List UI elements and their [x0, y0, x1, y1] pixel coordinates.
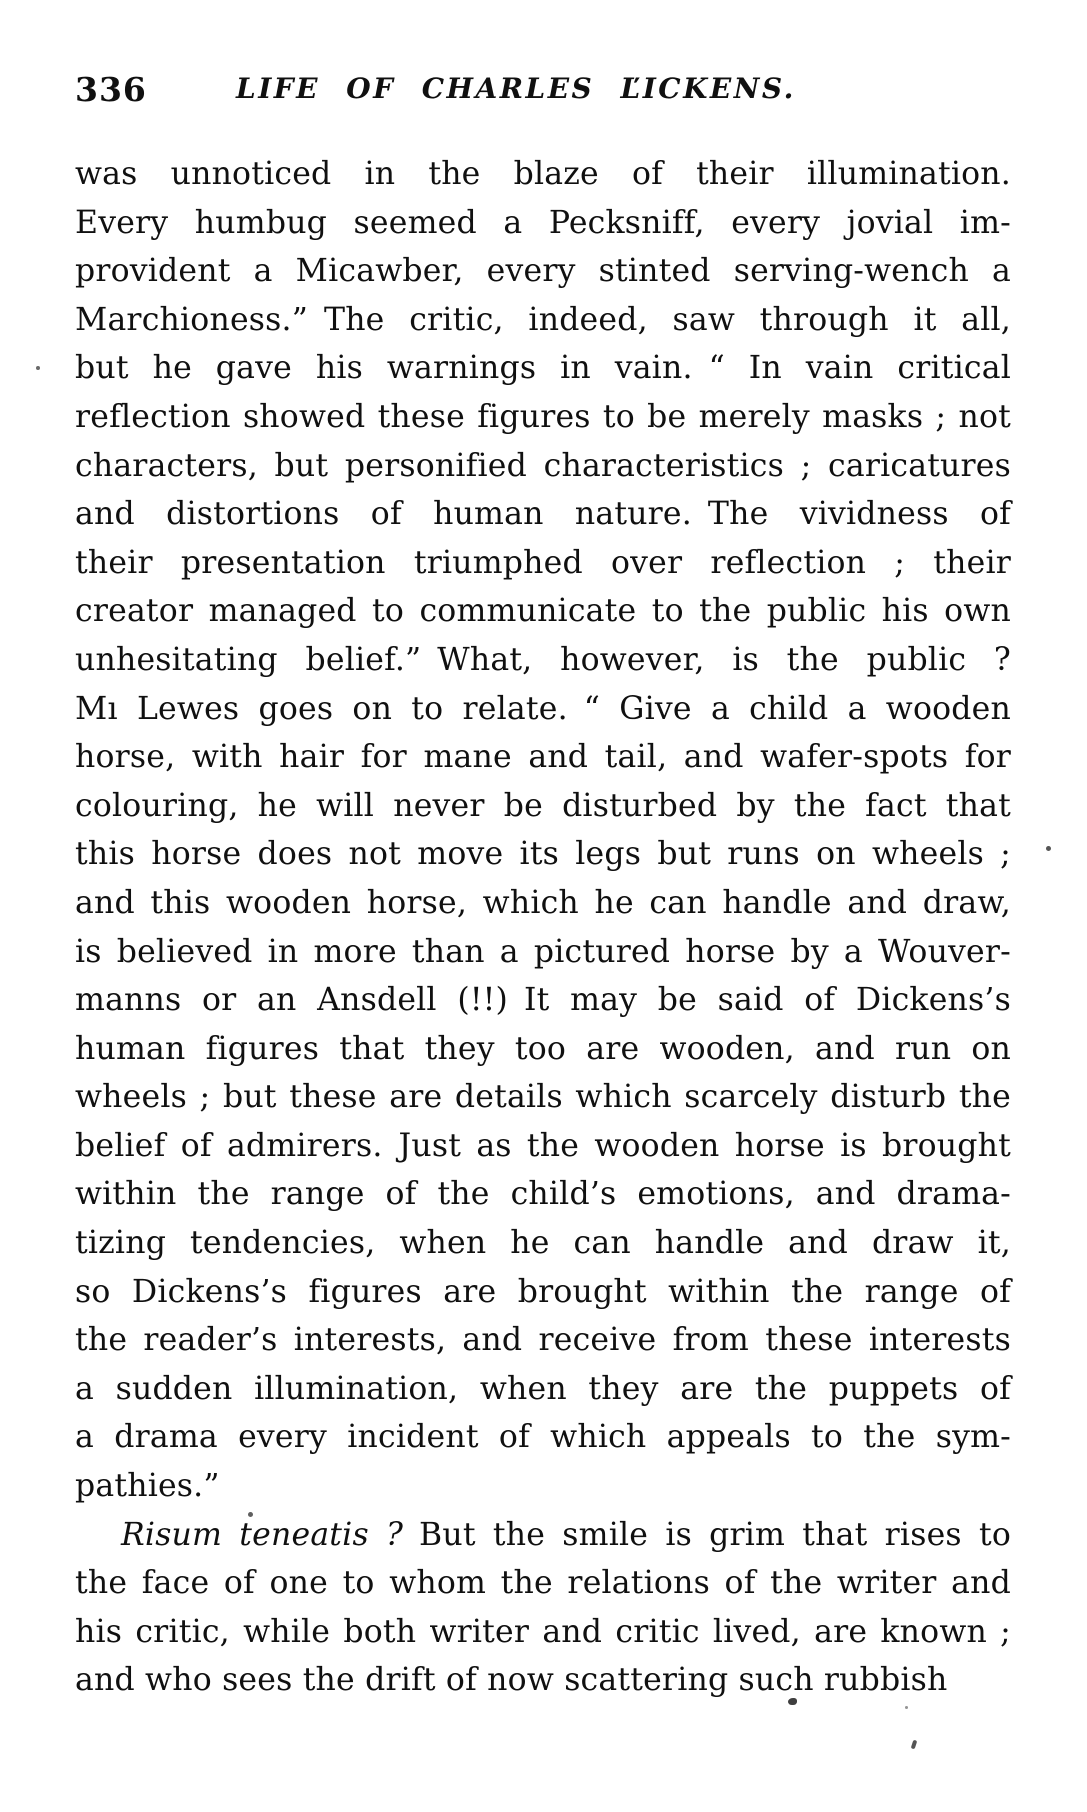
text-segment: tizing tendencies, when he can handle and draw it,: [75, 1225, 1011, 1262]
text-line: [75, 442, 1011, 491]
text-segment: a sudden illumination, when they are the puppets of: [75, 1370, 1011, 1407]
text-segment: horse, with hair for mane and tail, and wafer-spots for: [75, 739, 1011, 776]
text-segment: his critic, while both writer and critic lived, are known ;: [75, 1613, 1011, 1650]
text-line: [75, 879, 1011, 928]
latin-phrase: Risum teneatis ?: [121, 1516, 404, 1553]
text-segment: and this wooden horse, which he can handle and draw,: [75, 884, 1011, 921]
text-line: [75, 1073, 1011, 1122]
text-line: [75, 782, 1011, 831]
scan-speck: [36, 366, 40, 370]
text-segment: a drama every incident of which appeals to the sym-: [75, 1419, 1011, 1456]
text-segment: belief of admirers. Just as the wooden horse is brought: [75, 1127, 1011, 1164]
text-line: [75, 1511, 1011, 1560]
text-line: [75, 928, 1011, 977]
text-line: [75, 1268, 1011, 1317]
text-segment: their presentation triumphed over reflection ; their: [75, 544, 1011, 581]
text-line: [75, 150, 1011, 199]
page-body-text: [75, 150, 1011, 1705]
text-line: [75, 1025, 1011, 1074]
text-line: [75, 587, 1011, 636]
page-number: 336: [75, 70, 147, 109]
text-segment: colouring, he will never be disturbed by the fact that: [75, 787, 1011, 824]
text-segment: pathies.”: [75, 1468, 220, 1505]
scan-speck: [788, 1698, 797, 1705]
text-line: [75, 636, 1011, 685]
text-segment: Mı Lewes goes on to relate. “ Give a child a wooden: [75, 690, 1011, 727]
text-line: [75, 1656, 1011, 1705]
text-line: [75, 733, 1011, 782]
text-line: [75, 344, 1011, 393]
text-segment: creator managed to communicate to the public his own: [75, 593, 1011, 630]
text-segment: wheels ; but these are details which scarcely disturb the: [75, 1079, 1011, 1116]
text-line: [75, 1316, 1011, 1365]
text-segment: the reader’s interests, and receive from these interests: [75, 1322, 1011, 1359]
text-line: [75, 1608, 1011, 1657]
scan-speck: [905, 1706, 908, 1709]
text-line: [75, 393, 1011, 442]
scan-speck: [1046, 846, 1051, 851]
text-line: [75, 199, 1011, 248]
text-segment: reflection showed these figures to be merely masks ; not: [75, 398, 1011, 435]
text-line: [75, 685, 1011, 734]
text-segment: unhesitating belief.” What, however, is the public ?: [75, 641, 1011, 678]
text-line: [75, 247, 1011, 296]
text-line: [75, 1219, 1011, 1268]
running-title: LIFE OF CHARLES ĽICKENS.: [236, 72, 796, 105]
text-segment: characters, but personified characteristics ; caricatures: [75, 447, 1011, 484]
text-segment: provident a Micawber, every stinted serving-wench a: [75, 253, 1011, 290]
text-line: [75, 1559, 1011, 1608]
text-segment: manns or an Ansdell (!!) It may be said of Dickens’s: [75, 982, 1011, 1019]
text-segment: was unnoticed in the blaze of their illumination.: [75, 156, 1011, 192]
text-segment: within the range of the child’s emotions, and drama-: [75, 1176, 1011, 1213]
text-line: [75, 1122, 1011, 1171]
text-segment: is believed in more than a pictured horse by a Wouver-: [75, 933, 1011, 970]
text-segment: so Dickens’s figures are brought within the range of: [75, 1273, 1011, 1310]
text-line: [75, 539, 1011, 588]
text-line: [75, 1413, 1011, 1462]
text-line: [75, 1170, 1011, 1219]
text-segment: But the smile is grim that rises to: [403, 1516, 1011, 1553]
text-segment: Every humbug seemed a Pecksniff, every jovial im-: [75, 204, 1011, 241]
text-segment: and distortions of human nature. The vividness of: [75, 496, 1011, 533]
text-segment: but he gave his warnings in vain. “ In vain critical: [75, 350, 1011, 387]
text-line: [75, 296, 1011, 345]
text-line: [75, 976, 1011, 1025]
text-segment: the face of one to whom the relations of the writer and: [75, 1565, 1011, 1602]
text-segment: this horse does not move its legs but runs on wheels ;: [75, 836, 1011, 873]
text-segment: and who sees the drift of now scattering such rubbish: [75, 1662, 948, 1699]
text-line: [75, 1462, 1011, 1511]
scan-speck: [911, 1740, 918, 1750]
text-line: [75, 490, 1011, 539]
text-line: [75, 830, 1011, 879]
text-segment: Marchioness.” The critic, indeed, saw through it all,: [75, 301, 1011, 338]
text-line: [75, 1365, 1011, 1414]
text-segment: human figures that they too are wooden, and run on: [75, 1030, 1011, 1067]
scan-speck: [248, 1512, 253, 1517]
